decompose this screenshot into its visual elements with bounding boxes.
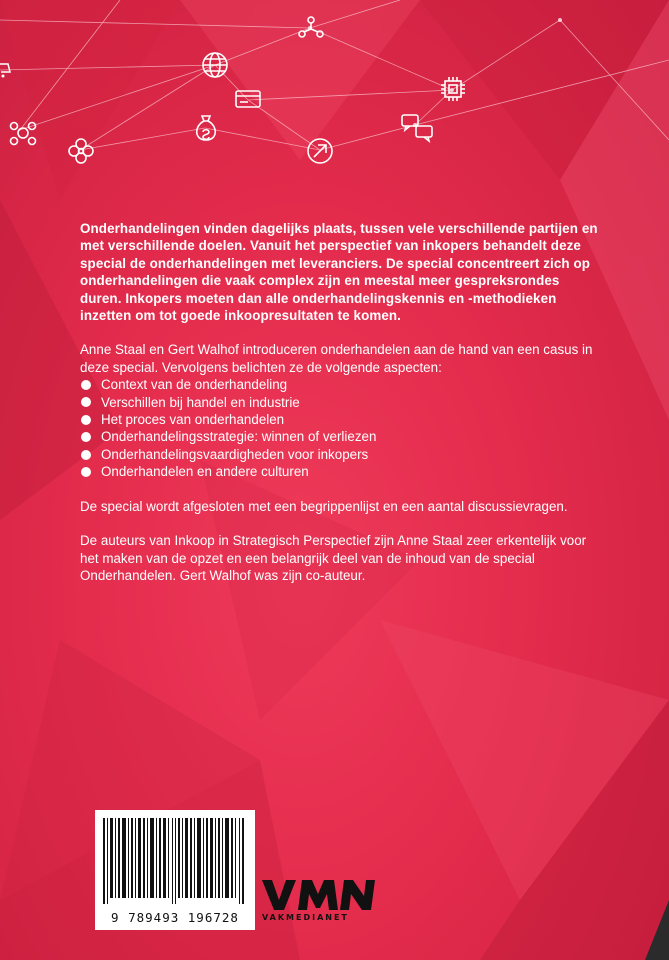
- globe-icon: [200, 50, 230, 80]
- chat-icon: [400, 112, 436, 144]
- card-icon: [234, 88, 262, 110]
- bullet-icon: [81, 450, 91, 460]
- publisher-name: VAKMEDIANET: [262, 913, 349, 922]
- intro-paragraph: Onderhandelingen vinden dagelijks plaats, tussen vele verschillende partijen en met verschillende doelen. Vanuit het perspectief van inkopers behandelt deze special de onderhandelingen met leveranciers. De special concentreert zich op onderhandelingen die vaak complex zijn en meestal meer gespreksrondes duren. Inkopers moeten dan alle onderhandelingskennis en -methodieken inzetten om tot goede inkoopresultaten te komen.: [80, 221, 598, 324]
- list-item: Onderhandelingsstrategie: winnen of verliezen: [80, 428, 600, 445]
- list-item: Onderhandelingsvaardigheden voor inkopers: [80, 446, 600, 463]
- flower-icon: [66, 136, 96, 166]
- barcode: [95, 810, 255, 930]
- bullet-icon: [81, 397, 91, 407]
- authors-paragraph: Anne Staal en Gert Walhof introduceren onderhandelen aan de hand van een casus in deze special. Vervolgens belichten ze de volgende aspecten:: [80, 342, 593, 375]
- list-item: Onderhandelen en andere culturen: [80, 463, 600, 480]
- chip-icon: [438, 74, 468, 104]
- isbn-number: 9 789493 196728: [111, 910, 239, 925]
- bullet-icon: [81, 380, 91, 390]
- vmn-logo-icon: [262, 878, 376, 912]
- network-icon: [296, 14, 326, 44]
- acknowledgement-paragraph: De auteurs van Inkoop in Strategisch Perspectief zijn Anne Staal zeer erkentelijk voor het maken van de opzet en een belangrijk deel van de inhoud van de special Onderhandelen. Gert Walhof was zijn co-auteur.: [80, 533, 587, 583]
- list-item: Het proces van onderhandelen: [80, 411, 600, 428]
- closing-paragraph: De special wordt afgesloten met een begrippenlijst en een aantal discussievragen.: [80, 498, 568, 514]
- bullet-icon: [81, 415, 91, 425]
- bullet-icon: [81, 432, 91, 442]
- barcode-bars: [101, 818, 249, 904]
- aspects-list: [80, 376, 600, 480]
- molecule-icon: [8, 118, 38, 148]
- cart-icon: [0, 60, 12, 80]
- list-item: Verschillen bij handel en industrie: [80, 394, 600, 411]
- arrow-circle-icon: [305, 136, 335, 166]
- back-cover-text: [80, 220, 600, 601]
- publisher-logo: [262, 878, 376, 922]
- money-bag-icon: [192, 112, 220, 144]
- list-item: Context van de onderhandeling: [80, 376, 600, 393]
- bullet-icon: [81, 467, 91, 477]
